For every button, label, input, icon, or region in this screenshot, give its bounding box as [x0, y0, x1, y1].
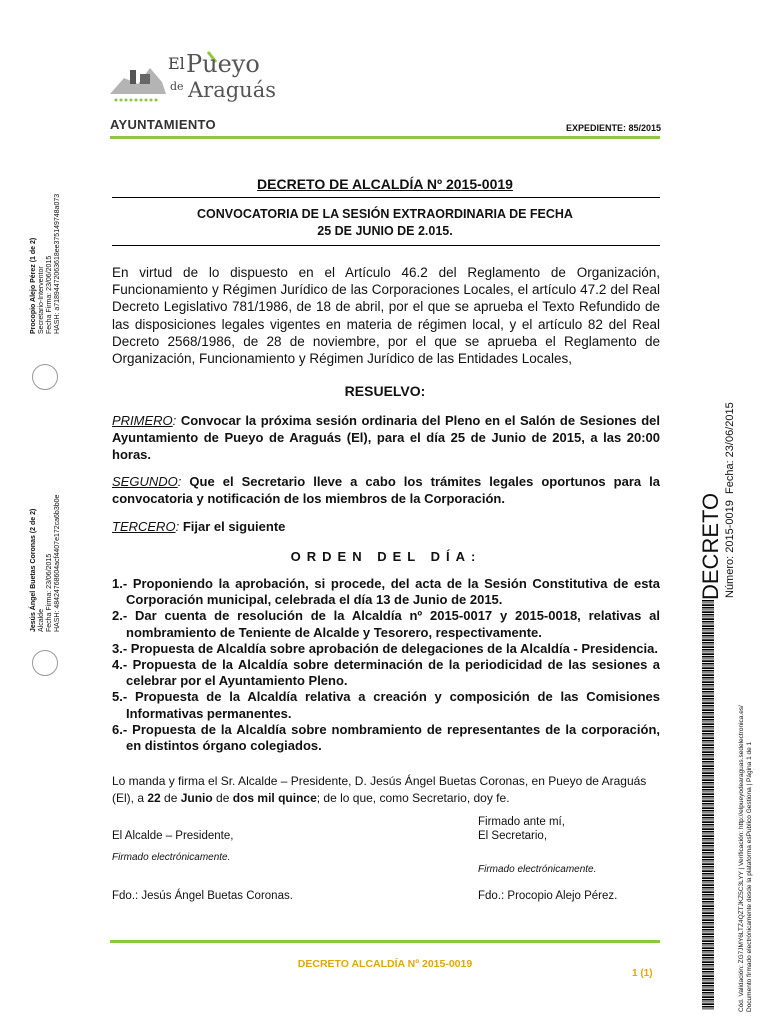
segundo-text: Que el Secretario lleve a cabo los trámites legales oportunos para la convocatoria y notificación de los miembros de la Corporación.: [112, 474, 660, 506]
signer-2-hash: HASH: 48424768604acf4407e172ca6b3b0e: [54, 494, 61, 632]
secretario-intro: Firmado ante mí,: [478, 816, 565, 828]
platform-note: Documento firmado electrónicamente desde la plataforma esPublico Gestiona | Página 1 de 1: [746, 741, 753, 1012]
alcalde-role: El Alcalde – Presidente,: [112, 830, 234, 842]
barcode-icon: [702, 600, 714, 1010]
closing-paragraph: [112, 773, 660, 807]
subtitle-line-1: CONVOCATORIA DE LA SESIÓN EXTRAORDINARIA DE FECHA: [197, 207, 573, 221]
secretario-signed-note: Firmado electrónicamente.: [478, 864, 597, 875]
segundo-label: SEGUNDO: [112, 474, 178, 489]
intro-paragraph: En virtud de lo dispuesto en el Artículo 46.2 del Reglamento de Organización, Funcionamiento y Régimen Jurídico de las Corporaciones Locales, el artículo 47.2 del Real Decreto Legislativo 781/1986, de 18 de abril, por el que se aprueba el Texto Refundido de las disposiciones legales vigentes en materia de régimen local, y el artículo 82 del Real Decreto 2568/1986, de 28 de noviembre, por el que se aprueba el Reglamento de Organización, Funcionamiento y Régimen Jurídico de las Entidades Locales,: [112, 265, 660, 367]
logo-text-de: de: [170, 80, 184, 93]
seal-icon: [32, 364, 58, 390]
closing-text: ; de lo que, como Secretario, doy fe.: [316, 791, 510, 805]
tercero-text: Fijar el siguiente: [182, 519, 286, 534]
closing-year: dos mil quince: [232, 791, 317, 805]
footer-title: DECRETO ALCALDÍA Nº 2015-0019: [297, 958, 473, 970]
logo-text-pueyo: Pueyo: [186, 50, 260, 78]
signer-1-name: Procopio Alejo Pérez (1 de 2): [30, 237, 37, 334]
segundo-paragraph: SEGUNDO: Que el Secretario lleve a cabo los trámites legales oportunos para la convocatoria y notificación de los miembros de la Corporación.: [112, 474, 660, 506]
agenda-item: 1.- Proponiendo la aprobación, si procede, del acta de la Sesión Constitutiva de esta Corporación municipal, celebrada el día 13 de Junio de 2015.: [112, 576, 660, 608]
primero-text: Convocar la próxima sesión ordinaria del Pleno en el Salón de Sesiones del Ayuntamiento de Pueyo de Araguás (El), para el día 25 de Junio de 2015, a las 20:00 horas.: [112, 413, 660, 462]
validation-info: [738, 705, 754, 1012]
primero-paragraph: PRIMERO: Convocar la próxima sesión ordinaria del Pleno en el Salón de Sesiones del Ayuntamiento de Pueyo de Araguás (El), para el día 25 de Junio de 2015, a las 20:00 horas.: [112, 413, 660, 462]
document-title: DECRETO DE ALCALDÍA Nº 2015-0019: [257, 176, 513, 192]
signer-1-hash: HASH: a71894472063618ee375149748a073: [54, 193, 61, 334]
expediente-label: EXPEDIENTE: 85/2015: [566, 123, 662, 133]
alcalde-signed-note: Firmado electrónicamente.: [112, 852, 231, 863]
decreto-fecha: Fecha: 23/06/2015: [724, 402, 736, 494]
document-subtitle: [110, 206, 660, 240]
primero-label: PRIMERO: [112, 413, 173, 428]
tercero-label: TERCERO: [112, 519, 176, 534]
signer-2-name: Jesús Ángel Buetas Coronas (2 de 2): [30, 508, 37, 632]
logo-text-el: El: [168, 54, 185, 73]
secretario-role: El Secretario,: [478, 830, 548, 842]
title-rule-top: [112, 197, 660, 198]
signer-2-role: Alcalde: [38, 609, 45, 632]
town-logo: [104, 48, 276, 108]
subtitle-line-2: 25 DE JUNIO DE 2.015.: [317, 224, 453, 238]
signature-block-1: [30, 194, 62, 334]
closing-text: de: [212, 791, 233, 805]
agenda-item: 3.- Propuesta de Alcaldía sobre aprobación de delegaciones de la Alcaldía - Presidencia.: [112, 640, 658, 656]
validation-code: Cód. Validación: ZG7JMY6LTZ4QZTJKZ5C3LYY | Verificación: http://elpueyodearaguas.sedelectronica.es/: [738, 705, 745, 1012]
decreto-numero: Número: 2015-0019: [724, 500, 736, 598]
resuelvo-heading: RESUELVO:: [344, 383, 426, 399]
closing-day: 22: [147, 791, 161, 805]
signer-1-date: Fecha Firma: 23/06/2015: [46, 255, 53, 334]
agenda-item: 4.- Propuesta de la Alcaldía sobre determinación de la periodicidad de las sesiones a celebrar por el Ayuntamiento Pleno.: [112, 657, 660, 689]
secretario-name: Fdo.: Procopio Alejo Pérez.: [478, 890, 618, 902]
closing-text: de: [160, 791, 181, 805]
tercero-paragraph: TERCERO: Fijar el siguiente: [112, 519, 286, 534]
title-rule-bottom: [112, 245, 660, 246]
closing-text: Lo manda y firma el Sr. Alcalde – Presidente, D. Jesús Ángel Buetas Coronas, en Pueyo de Araguás (El), a: [112, 774, 647, 805]
ayuntamiento-label: AYUNTAMIENTO: [110, 117, 216, 132]
agenda-item: 6.- Propuesta de la Alcaldía sobre nombramiento de representantes de la corporación, en distintos órgano colegiados.: [112, 721, 660, 754]
logo-text-araguas: Araguás: [188, 78, 276, 102]
agenda-item: 2.- Dar cuenta de resolución de la Alcaldía nº 2015-0017 y 2015-0018, relativas al nombramiento de Teniente de Alcalde y Tesorero, respectivamente.: [112, 608, 660, 640]
footer-divider: [110, 940, 660, 943]
page-number: 1 (1): [632, 968, 653, 979]
alcalde-name: Fdo.: Jesús Ángel Buetas Coronas.: [112, 890, 293, 902]
signer-1-role: Secretario-Interventor: [38, 266, 45, 334]
signature-block-2: [30, 495, 62, 632]
signer-2-date: Fecha Firma: 23/06/2015: [46, 553, 53, 632]
header-divider: [110, 136, 660, 139]
closing-month: Junio: [180, 791, 213, 805]
decreto-stamp: DECRETO: [698, 492, 723, 600]
seal-icon: [32, 650, 58, 676]
agenda-item: 5.- Propuesta de la Alcaldía relativa a creación y composición de las Comisiones Informativas permanentes.: [112, 689, 660, 721]
agenda-list: [112, 576, 660, 754]
orden-del-dia-heading: ORDEN DEL DÍA:: [290, 549, 482, 564]
